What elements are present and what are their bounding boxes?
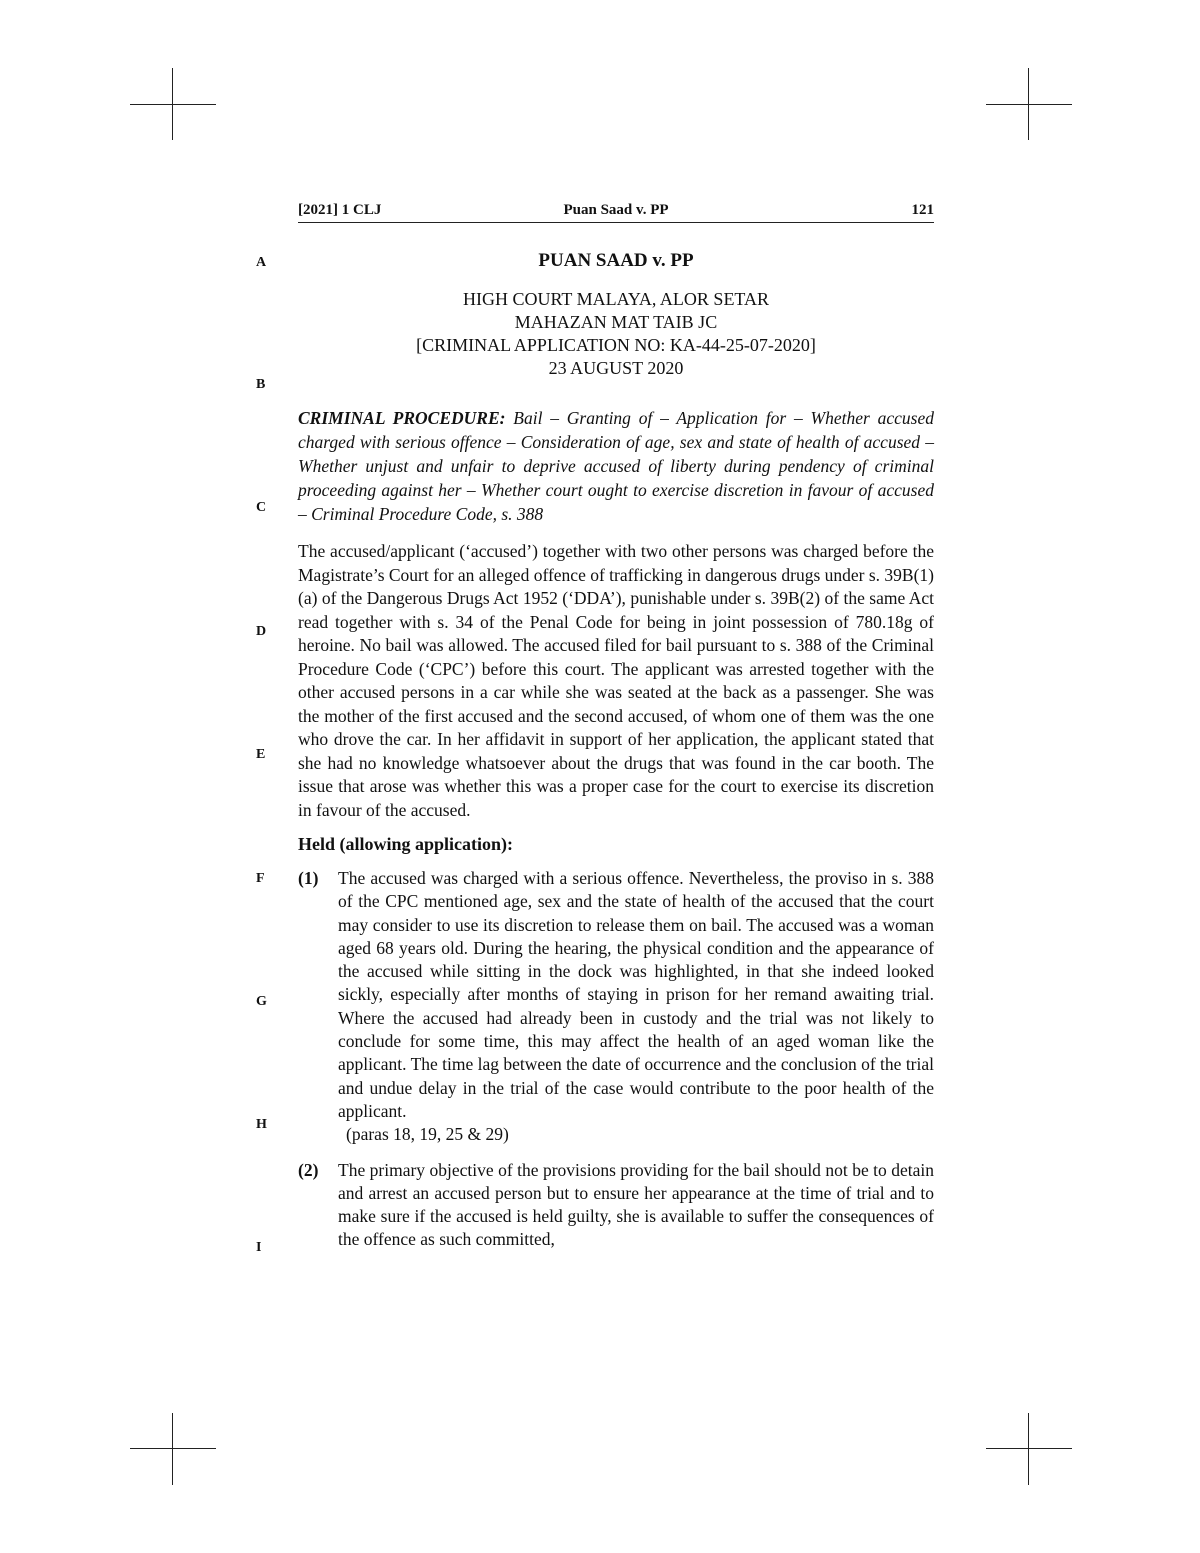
holding-body: The primary objective of the provisions providing for the bail should not be to detain and arrest an accused person but to ensure her appearance at the time of trial and to make sure if the accused is held guilty, she is available to suffer the consequences of the offence as such committed, xyxy=(338,1159,934,1250)
crop-mark-top-right-h xyxy=(986,104,1072,105)
holding-number: (1) xyxy=(298,868,319,888)
case-title: PUAN SAAD v. PP xyxy=(538,250,694,271)
header-case-short: Puan Saad v. PP xyxy=(563,202,669,218)
margin-letter-a: A xyxy=(256,255,267,270)
header-page-number: 121 xyxy=(911,202,934,218)
margin-letter-h: H xyxy=(256,1117,267,1132)
margin-letter-e: E xyxy=(256,747,266,762)
margin-letter-g: G xyxy=(256,994,267,1009)
judge-name: MAHAZAN MAT TAIB JC xyxy=(514,312,718,332)
holding-paras: (paras 18, 19, 25 & 29) xyxy=(346,1124,509,1145)
header-citation: [2021] 1 CLJ xyxy=(298,202,382,218)
margin-letter-f: F xyxy=(256,871,265,886)
margin-letter-b: B xyxy=(256,377,266,392)
catchwords-lead: CRIMINAL PROCEDURE: xyxy=(298,408,506,428)
catchwords-text: Bail – Granting of – Application for – Whether accused charged with serious offence – Consideration of age, sex and state of health of accused – Whether unjust and unfair to deprive accused of liberty during pendency of criminal proceeding against her – Whether court ought to exercise discretion in favour of accused – Criminal Procedure Code, s. 388 xyxy=(298,408,935,524)
case-summary: The accused/applicant (‘accused’) together with two other persons was charged before the Magistrate’s Court for an alleged offence of trafficking in dangerous drugs under s. 39B(1)(a) of the Dangerous Drugs Act 1952 (‘DDA’), punishable under s. 39B(2) of the same Act read together with s. 34 of the Penal Code for being in joint possession of 780.18g of heroine. No bail was allowed. The accused filed for bail pursuant to s. 388 of the Criminal Procedure Code (‘CPC’) before this court. The applicant was arrested together with the other accused persons in a car while she was seated at the back as a passenger. She was the mother of the first accused and the second accused, of whom one of them was the one who drove the car. In her affidavit in support of her application, the applicant stated that she had no knowledge whatsoever about the drugs that was found in the car booth. The issue that arose was whether this was a proper case for the court to exercise its discretion in favour of the accused. xyxy=(298,541,934,820)
court-name: HIGH COURT MALAYA, ALOR SETAR xyxy=(462,289,769,309)
holding-2 xyxy=(298,1159,934,1252)
holding-text xyxy=(338,867,934,1147)
decision-date: 23 AUGUST 2020 xyxy=(548,358,684,378)
page-body xyxy=(298,250,934,1252)
margin-letter-c: C xyxy=(256,500,267,515)
crop-mark-top-left-v xyxy=(172,68,173,140)
catchwords xyxy=(298,406,934,526)
crop-mark-bottom-right-h xyxy=(986,1448,1072,1449)
holding-1 xyxy=(298,867,934,1147)
crop-mark-bottom-left-h xyxy=(130,1448,216,1449)
application-number: [CRIMINAL APPLICATION NO: KA-44-25-07-2020] xyxy=(416,335,816,355)
holding-number: (2) xyxy=(298,1159,319,1180)
crop-mark-bottom-left-v xyxy=(172,1413,173,1485)
margin-letter-i: I xyxy=(256,1240,262,1255)
crop-mark-bottom-right-v xyxy=(1028,1413,1029,1485)
holding-body: The accused was charged with a serious offence. Nevertheless, the proviso in s. 388 of the CPC mentioned age, sex and the state of health of the accused that the court may consider to use its discretion to release them on bail. The accused was a woman aged 68 years old. During the hearing, the physical condition and the appearance of the accused while sitting in the dock was highlighted, in that she indeed looked sickly, especially after months of staying in prison for her remand awaiting trial. Where the accused had already been in custody and the trial was not likely to conclude for some time, this may affect the health of an aged woman like the applicant. The time lag between the date of occurrence and the conclusion of the trial and undue delay in the trial of the case would contribute to the poor health of the applicant. xyxy=(338,868,934,1121)
held-heading: Held (allowing application): xyxy=(298,834,514,854)
crop-mark-top-right-v xyxy=(1028,68,1029,140)
crop-mark-top-left-h xyxy=(130,104,216,105)
running-header xyxy=(298,202,934,223)
holding-text xyxy=(338,1159,934,1252)
margin-letter-d: D xyxy=(256,624,267,639)
